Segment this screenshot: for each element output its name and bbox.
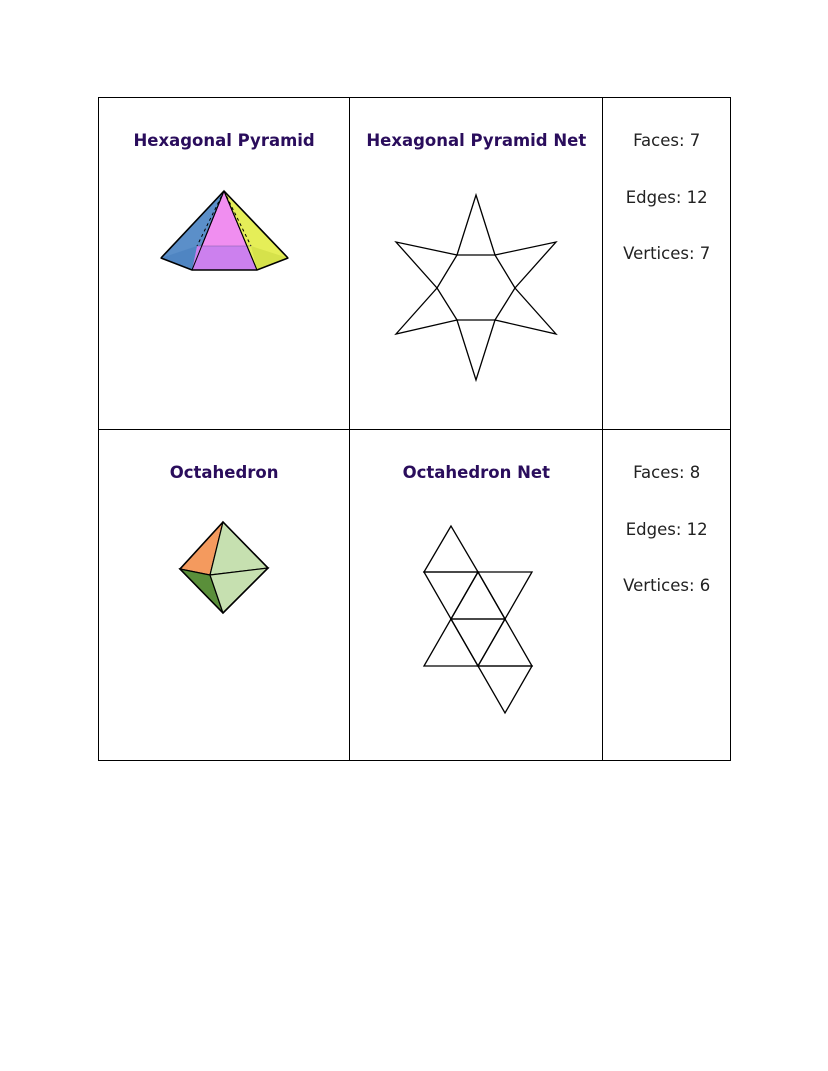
edges-count: Edges: 12 xyxy=(625,188,708,207)
shapes-table xyxy=(98,97,731,761)
table-row xyxy=(99,98,731,430)
octahedron-net-illustration xyxy=(420,520,536,718)
octahedron-illustration xyxy=(177,518,273,616)
shape-cell xyxy=(99,98,350,430)
hexagonal-pyramid-illustration xyxy=(159,188,291,274)
shape-title: Octahedron xyxy=(169,462,279,482)
hexagonal-pyramid-net-illustration xyxy=(390,188,562,384)
vertices-count: Vertices: 6 xyxy=(623,575,711,595)
stats-cell xyxy=(603,429,731,761)
faces-count: Faces: 7 xyxy=(633,131,701,150)
net-cell xyxy=(350,429,603,761)
shape-title: Hexagonal Pyramid xyxy=(133,131,315,150)
net-cell xyxy=(350,98,603,430)
shape-cell xyxy=(99,429,350,761)
edges-count: Edges: 12 xyxy=(625,519,708,539)
faces-count: Faces: 8 xyxy=(633,462,701,482)
vertices-count: Vertices: 7 xyxy=(623,244,711,263)
net-title: Octahedron Net xyxy=(402,462,551,482)
table-row xyxy=(99,429,731,761)
stats-cell xyxy=(603,98,731,430)
net-title: Hexagonal Pyramid Net xyxy=(366,131,587,150)
